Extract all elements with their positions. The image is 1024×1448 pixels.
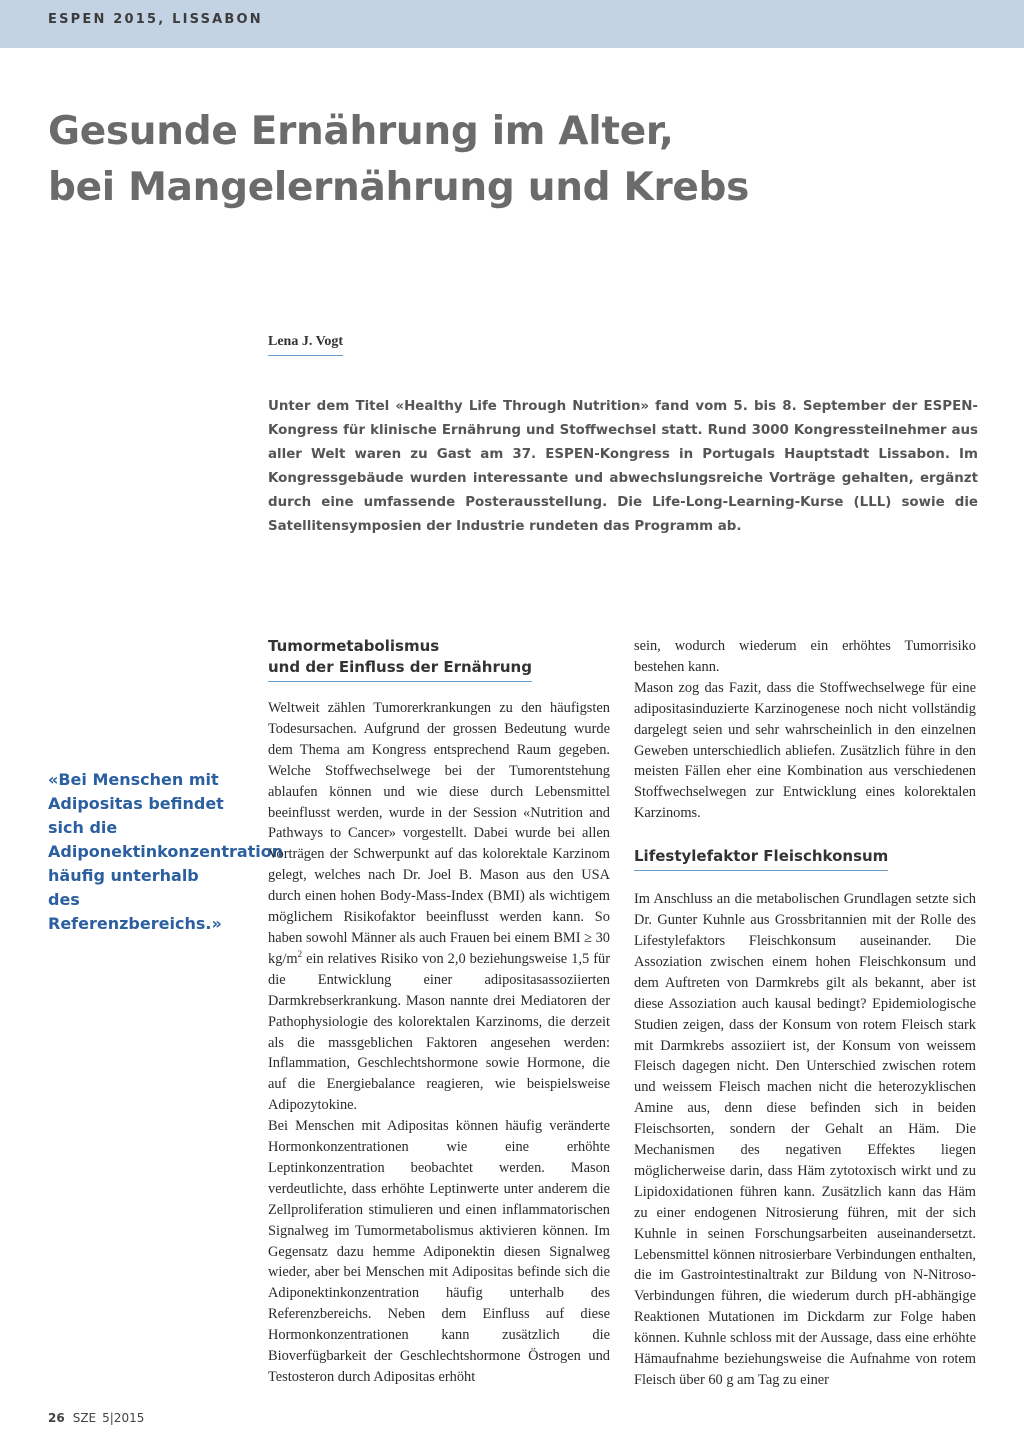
header-bar — [0, 0, 1024, 48]
body-text: Weltweit zählen Tumorerkrankungen zu den häufigsten Todesursachen. Aufgrund der grossen Bedeutung wurde dem Thema am Kongress entsprechend Raum gegeben. Welche Stoffwechselwege bei der Tumorentstehung ablaufen können und wie diese durch Lebensmittel beeinflusst werden, wurde in der Session «Nutrition and Pathways to Cancer» vorgestellt. Dabei wurde bei allen Vorträgen der Schwerpunkt auf das kolorektale Karzinom gelegt, welches nach Dr. Joel B. Mason aus den USA durch einen hohen Body-Mass-Index (BMI) als wichtigem möglichem Risikofaktor beeinflusst werden kann. So haben sowohl Männer als auch Frauen bei einem BMI ≥ 30 kg/m — [268, 700, 610, 967]
issue-number: 5|2015 — [102, 1411, 145, 1425]
body-paragraph: Bei Menschen mit Adipositas können häufig veränderte Hormonkonzentrationen wie eine erhöhte Leptinkonzentration beobachtet werden. Mason verdeutlichte, dass erhöhte Leptinwerte unter anderem die Zellproliferation stimulieren und einen inflammatorischen Signalweg im Tumormetabolismus aktivieren können. Im Gegensatz dazu hemme Adiponektin diesen Signalweg wieder, aber bei Menschen mit Adipositas befinde sich die Adiponektinkonzentration häufig unterhalb des Referenzbereichs. Neben dem Einfluss auf diese Hormonkonzentrationen kann zusätzlich die Bioverfügbarkeit der Geschlechtshormone Östrogen und Testosteron durch Adipositas erhöht — [268, 1118, 610, 1385]
section1-heading-line-2: und der Einfluss der Ernährung — [268, 658, 532, 676]
title-line-1: Gesunde Ernährung im Alter, — [48, 109, 674, 154]
body-paragraph: sein, wodurch wiederum ein erhöhtes Tumorrisiko bestehen kann. — [634, 638, 976, 675]
column-left — [268, 636, 610, 1388]
author-name: Lena J. Vogt — [268, 334, 343, 356]
body-paragraph: Mason zog das Fazit, dass die Stoffwechselwege für eine adipositasinduzierte Karzinogenese noch nicht vollständig dargelegt seien und sehr wahrscheinlich in den einzelnen Geweben unterschiedlich abliefen. Zusätzlich führe in den meisten Fällen eher eine Kombination aus verschiedenen Stoffwechselwegen zur Entwicklung eines kolorektalen Karzinoms. — [634, 679, 976, 822]
body-text: ein relatives Risiko von 2,0 beziehungsweise 1,5 für die Entwicklung einer adipositasassoziierten Darmkrebserkrankung. Mason nannte drei Mediatoren der Pathophysiologie des kolorektalen Karzinoms, die derzeit als die massgeblichen Faktoren angesehen werden: Inflammation, Geschlechtshormone sowie Hormone, die auf die Energiebalance reagieren, wie beispielsweise Adipozytokine. — [268, 950, 610, 1114]
running-header: ESPEN 2015, LISSABON — [48, 12, 263, 27]
section1-heading-line-1: Tumormetabolismus — [268, 637, 440, 655]
pull-quote-text: Bei Menschen mit Adipositas befindet sich die Adiponektinkonzentration häufig unterhalb des Referenzbereichs. — [48, 770, 284, 933]
body-paragraph: Im Anschluss an die metabolischen Grundlagen setzte sich Dr. Gunter Kuhnle aus Grossbritannien mit der Rolle des Lifestylefaktors Fleischkonsum auseinander. Die Assoziation zwischen einem hohen Fleischkonsum und dem Auftreten von Darmkrebs gilt als bekannt, aber ist diese Assoziation auch kausal bedingt? Epidemiologische Studien zeigen, dass der Konsum von rotem Fleisch stark mit Darmkrebs assoziiert ist, der Konsum von weissem Fleisch dagegen nicht. Den Unterschied zwischen rotem und weissem Fleisch machen nicht die heterozyklischen Amine aus, denn diese befinden sich in beiden Fleischsorten, sondern der Gehalt an Häm. Die Mechanismen des negativen Effektes liegen möglicherweise darin, dass Häm zytotoxisch wirkt und zu Lipidoxidationen führen kann. Zusätzlich kann das Häm zu einer endogenen Nitrosierung führen, mit der sich Kuhnle in seinen Forschungsarbeiten auseinandersetzt. Lebensmittel können nitrosierbare Verbindungen enthalten, die im Gastrointestinaltrakt zur Bildung von N-Nitroso-Verbindungen führen, die wiederum durch pH-abhängige Reaktionen Mutationen im Dickdarm zur Folge haben können. Kuhnle schloss mit der Aussage, dass eine erhöhte Hämaufnahme beziehungsweise die Aufnahme von rotem Fleisch über 60 g am Tag zu einer — [634, 891, 976, 1388]
lead-text: Unter dem Titel «Healthy Life Through Nutrition» fand vom 5. bis 8. September der ESPEN-Kongress für klinische Ernährung und Stoffwechsel statt. Rund 3000 Kongressteilnehmer aus aller Welt waren zu Gast am 37. ESPEN-Kongress in Portugals Hauptstadt Lissabon. Im Kongressgebäude wurden interessante und abwechslungsreiche Vorträge gehalten, ergänzt durch eine umfassende Posterausstellung. Die Life-Long-Learning-Kurse (LLL) sowie die Satellitensymposien der Industrie rundeten das Programm ab. — [268, 399, 978, 534]
quote-close-mark: » — [211, 914, 222, 933]
title-line-2: bei Mangelernährung und Krebs — [48, 165, 750, 210]
body-paragraph — [268, 698, 610, 1116]
pull-quote — [48, 768, 284, 936]
lead-paragraph — [268, 395, 978, 539]
page-number: 26 — [48, 1411, 65, 1425]
section-heading-fleischkonsum: Lifestylefaktor Fleischkonsum — [634, 846, 888, 871]
page-footer — [48, 1411, 144, 1425]
column-right — [634, 636, 976, 1391]
journal-name: SZE — [72, 1411, 97, 1425]
quote-open-mark: « — [48, 770, 59, 789]
article-title — [48, 104, 749, 216]
section-heading-tumormetabolismus — [268, 636, 532, 682]
superscript: 2 — [297, 949, 303, 960]
